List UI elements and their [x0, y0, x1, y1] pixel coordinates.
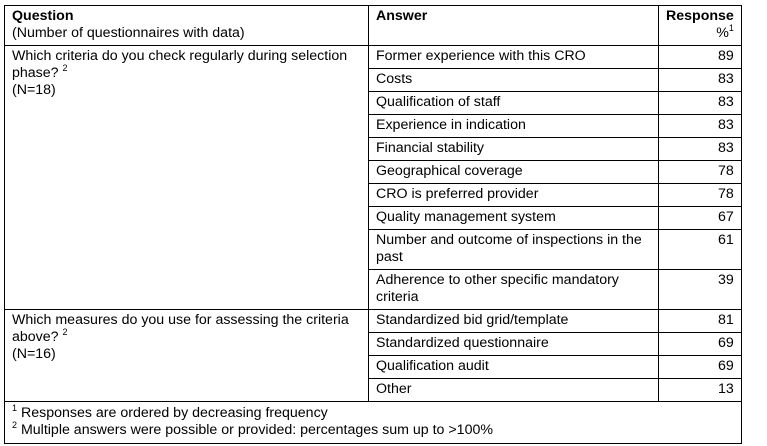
question-sample-size: (N=16) [12, 346, 56, 362]
question-sample-size: (N=18) [12, 82, 56, 98]
table-header-row [5, 6, 742, 46]
response-column-header [659, 6, 742, 46]
answer-cell: Standardized questionnaire [369, 333, 659, 356]
answer-cell: Other [369, 379, 659, 402]
response-unit: %$^1$ [716, 23, 734, 41]
response-value-cell: 61 [659, 230, 742, 270]
response-value-cell: 83 [659, 115, 742, 138]
survey-results-table [4, 5, 742, 444]
question-footnote-mark: 2 [62, 327, 68, 337]
question-footnote-mark: 2 [62, 63, 68, 73]
answer-cell: Number and outcome of inspections in the past [369, 230, 659, 270]
table-row [5, 46, 742, 69]
survey-table-container [4, 5, 742, 444]
footnote-1: $^1$ Responses are ordered by decreasing frequency [12, 403, 328, 421]
question-column-header [5, 6, 369, 46]
table-row [5, 310, 742, 333]
answer-cell: Financial stability [369, 138, 659, 161]
answer-cell: Quality management system [369, 207, 659, 230]
response-value-cell: 83 [659, 69, 742, 92]
footnotes-cell [5, 402, 742, 444]
answer-cell: Costs [369, 69, 659, 92]
answer-cell: Qualification of staff [369, 92, 659, 115]
response-value-cell: 78 [659, 161, 742, 184]
answer-cell: Adherence to other specific mandatory criteria [369, 270, 659, 310]
answer-cell: Former experience with this CRO [369, 46, 659, 69]
response-value-cell: 69 [659, 333, 742, 356]
answer-cell: Geographical coverage [369, 161, 659, 184]
answer-cell: Experience in indication [369, 115, 659, 138]
response-value-cell: 69 [659, 356, 742, 379]
question-header-label: Question [12, 8, 74, 24]
answer-cell: Qualification audit [369, 356, 659, 379]
answer-column-header: Answer [369, 6, 659, 46]
question-header-sublabel: (Number of questionnaires with data) [12, 25, 245, 41]
response-value-cell: 81 [659, 310, 742, 333]
question-cell [5, 46, 369, 310]
footnotes-row [5, 402, 742, 444]
response-value-cell: 39 [659, 270, 742, 310]
footnote-2: $^2$ Multiple answers were possible or provided: percentages sum up to >100% [12, 420, 493, 438]
response-unit-footnote-mark: 1 [728, 23, 734, 33]
response-value-cell: 13 [659, 379, 742, 402]
question-text: Which measures do you use for assessing the criteria above? [12, 312, 349, 345]
response-header-label: Response [666, 8, 734, 24]
question-cell [5, 310, 369, 402]
answer-cell: CRO is preferred provider [369, 184, 659, 207]
response-value-cell: 78 [659, 184, 742, 207]
question-text: Which criteria do you check regularly during selection phase? [12, 48, 348, 81]
answer-cell: Standardized bid grid/template [369, 310, 659, 333]
response-value-cell: 83 [659, 138, 742, 161]
response-value-cell: 89 [659, 46, 742, 69]
response-value-cell: 67 [659, 207, 742, 230]
response-value-cell: 83 [659, 92, 742, 115]
